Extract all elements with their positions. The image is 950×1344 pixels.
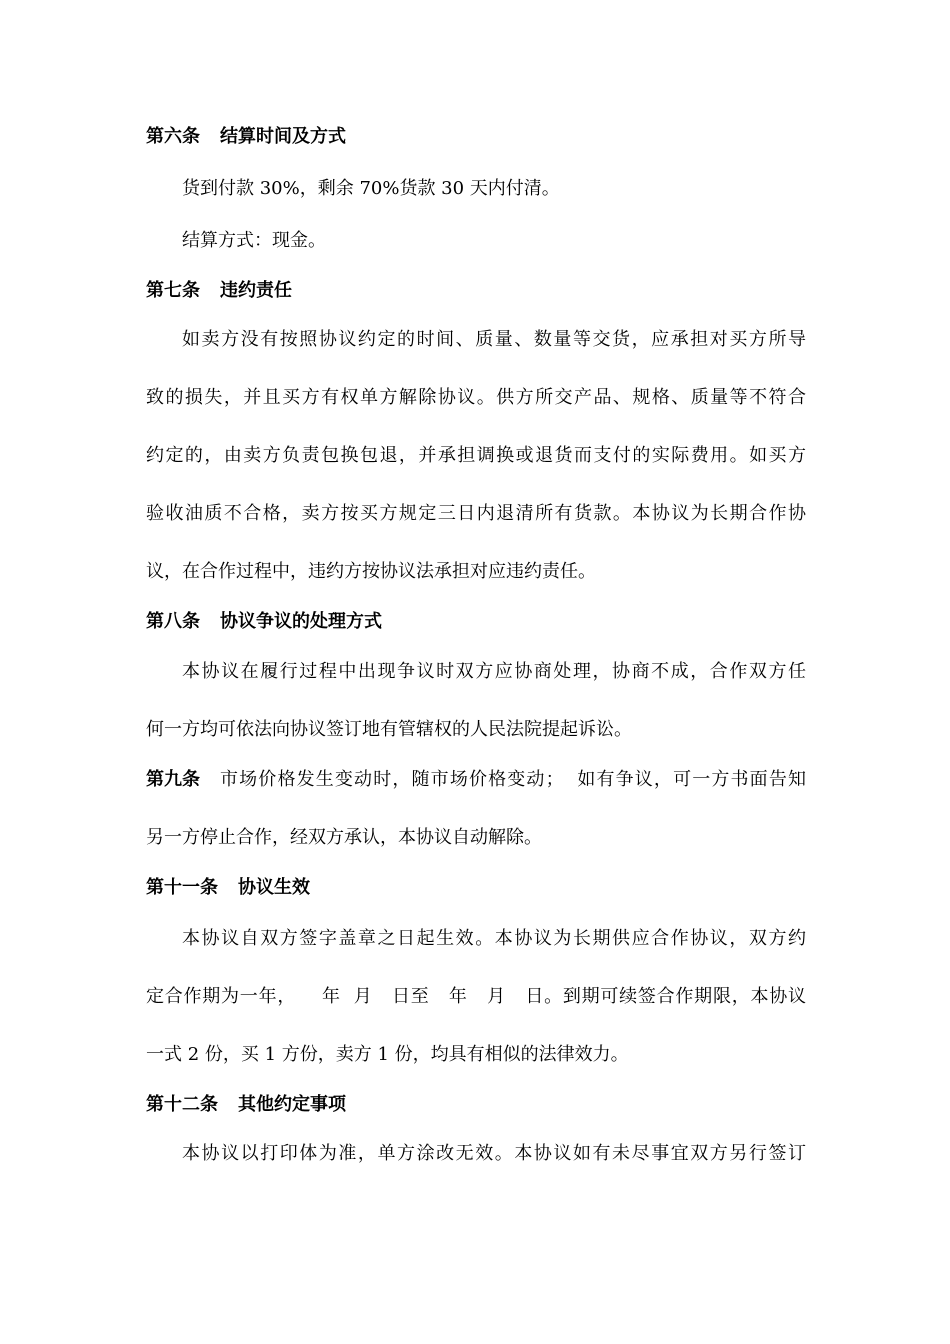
paragraph-line: 议，在合作过程中，违约方按协议法承担对应违约责任。: [146, 561, 596, 582]
article-12-heading: [146, 1093, 806, 1117]
article-7-heading: [146, 279, 806, 303]
paragraph-line: 如卖方没有按照协议约定的时间、质量、数量等交货，应承担对买方所导: [182, 329, 806, 350]
article-number: 第九条: [146, 769, 200, 790]
article-title: 结算时间及方式: [220, 126, 346, 147]
paragraph-line: 定合作期为一年， 年 月 日至 年 月 日。到期可续签合作期限，本协议: [146, 986, 806, 1007]
paragraph-line: 市场价格发生变动时，随市场价格变动； 如有争议，可一方书面告知: [220, 769, 806, 790]
article-6-heading: [146, 125, 806, 149]
article-8-heading: [146, 610, 806, 634]
paragraph-line: 何一方均可依法向协议签订地有管辖权的人民法院提起诉讼。: [146, 719, 632, 740]
paragraph-line: 本协议以打印体为准，单方涂改无效。本协议如有未尽事宜双方另行签订: [182, 1143, 806, 1164]
article-number: 第十二条: [146, 1094, 218, 1115]
article-number: 第十一条: [146, 877, 218, 898]
article-number: 第六条: [146, 126, 200, 147]
article-title: 协议生效: [238, 877, 310, 898]
article-title: 违约责任: [220, 280, 292, 301]
paragraph-line: 验收油质不合格，卖方按买方规定三日内退清所有货款。本协议为长期合作协: [146, 503, 806, 524]
article-number: 第八条: [146, 611, 200, 632]
article-11-heading: [146, 876, 806, 900]
paragraph-line: 致的损失，并且买方有权单方解除协议。供方所交产品、规格、质量等不符合: [146, 387, 806, 408]
paragraph-line: 约定的，由卖方负责包换包退，并承担调换或退货而支付的实际费用。如买方: [146, 445, 806, 466]
paragraph-line: 本协议在履行过程中出现争议时双方应协商处理，协商不成，合作双方任: [182, 661, 806, 682]
article-title: 协议争议的处理方式: [220, 611, 382, 632]
paragraph-line: 另一方停止合作，经双方承认，本协议自动解除。: [146, 827, 542, 848]
paragraph-line: 结算方式：现金。: [182, 230, 326, 251]
paragraph-line: 货到付款 30%，剩余 70%货款 30 天内付清。: [182, 178, 560, 199]
article-title: 其他约定事项: [238, 1094, 346, 1115]
article-number: 第七条: [146, 280, 200, 301]
paragraph-line: 一式 2 份，买 1 方份，卖方 1 份，均具有相似的法律效力。: [146, 1044, 629, 1065]
article-9-line: [146, 768, 806, 792]
paragraph-line: 本协议自双方签字盖章之日起生效。本协议为长期供应合作协议，双方约: [182, 928, 806, 949]
